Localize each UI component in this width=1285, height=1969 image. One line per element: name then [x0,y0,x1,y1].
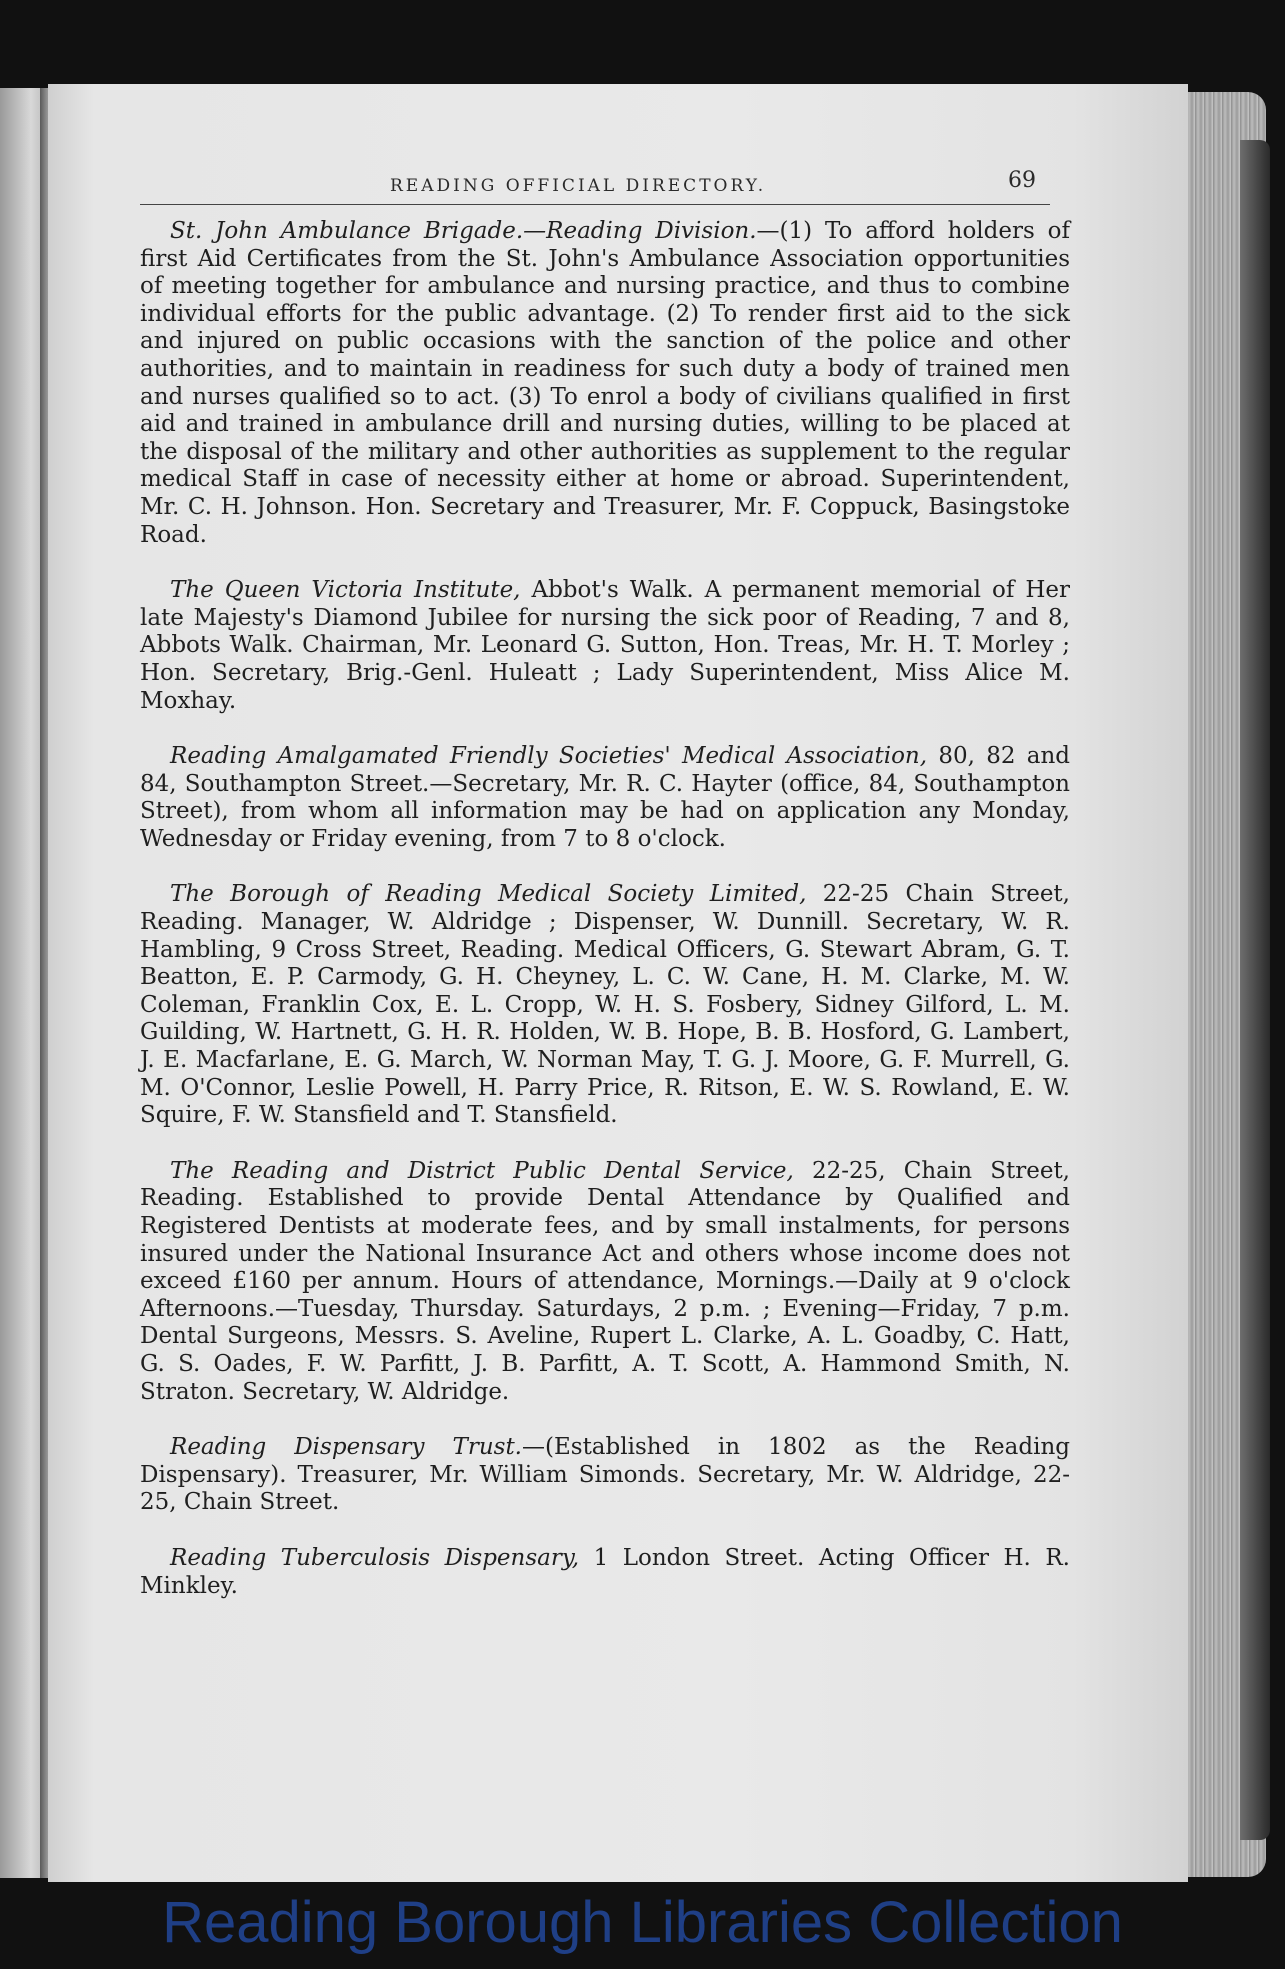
entry-name: Reading Dispensary Trust. [170,1434,522,1461]
left-page-edge [0,88,44,1878]
entry-text: 22-25, Chain Street, Reading. Established to provide Dental Attendance by Qualified and Registered Dentists at moderate fees, and by small instalments, for persons insured under the National Insurance Act and others whose income does not exceed £160 per annum. Hours of attendance, Mornings.—Daily at 9 o'clock Afternoons.—Tuesday, Thursday. Saturdays, 2 p.m. ; Evening—Friday, 7 p.m. Dental Surgeons, Messrs. S. Aveline, Rupert L. Clarke, A. L. Goadby, C. Hatt, G. S. Oades, F. W. Parfitt, J. B. Parfitt, A. T. Scott, A. Hammond Smith, N. Straton. Secretary, W. Aldridge. [140,1157,1070,1405]
entry-name: The Queen Victoria Institute, [170,577,521,604]
page-header [140,164,1050,205]
entry-text: 22-25 Chain Street, Reading. Manager, W. Aldridge ; Dispenser, W. Dunnill. Secretary, W. R. Hambling, 9 Cross Street, Reading. Medical Officers, G. Stewart Abram, G. T. Beatton, E. P. Carmody, G. H. Cheyney, L. C. W. Cane, H. M. Clarke, M. W. Coleman, Franklin Cox, E. L. Cropp, W. H. S. Fosbery, Sidney Gilford, L. M. Guilding, W. Hartnett, G. H. R. Holden, W. B. Hope, B. B. Hosford, G. Lambert, J. E. Macfarlane, E. G. March, W. Norman May, T. G. J. Moore, G. F. Murrell, G. M. O'Connor, Leslie Powell, H. Parry Price, R. Ritson, E. W. S. Rowland, E. W. Squire, F. W. Stansfield and T. Stansfield. [140,881,1070,1129]
directory-entry-queen-victoria-institute [140,577,1070,715]
page-number: 69 [1008,168,1036,193]
entry-text: —(1) To afford holders of first Aid Certificates from the St. John's Ambulance Association opportunities of meeting together for ambulance and nursing practice, and thus to combine individual efforts for the public advantage. (2) To render first aid to the sick and injured on public occasions with the sanction of the police and other authorities, and to maintain in readiness for such duty a body of trained men and nurses qualified so to act. (3) To enrol a body of civilians qualified in first aid and trained in ambulance drill and nursing duties, willing to be placed at the disposal of the military and other authorities as supplement to the regular medical Staff in case of necessity either at home or abroad. Superintendent, Mr. C. H. Johnson. Hon. Secretary and Treasurer, Mr. F. Coppuck, Basingstoke Road. [140,218,1070,548]
directory-entry-dispensary-trust [140,1434,1070,1517]
directory-entry-dental-service [140,1158,1070,1406]
entry-name: The Reading and District Public Dental Service, [170,1157,794,1184]
entry-name: St. John Ambulance Brigade.—Reading Division. [170,218,757,244]
entry-text: 80, 82 and 84, Southampton Street.—Secretary, Mr. R. C. Hayter (office, 84, Southampton Street), from whom all information may be had on application any Monday, Wednesday or Friday evening, from 7 to 8 o'clock. [140,743,1071,852]
entry-text: 1 London Street. Acting Officer H. R. Minkley. [140,1544,1070,1599]
entry-name: Reading Amalgamated Friendly Societies' Medical Association, [170,743,928,770]
running-head: READING OFFICIAL DIRECTORY. [390,176,767,196]
directory-entry-tuberculosis-dispensary [140,1545,1070,1600]
directory-entry-borough-medical-society [140,881,1070,1129]
entry-text: Abbot's Walk. A permanent memorial of Her late Majesty's Diamond Jubilee for nursing the sick poor of Reading, 7 and 8, Abbots Walk. Chairman, Mr. Leonard G. Sutton, Hon. Treas, Mr. H. T. Morley ; Hon. Secretary, Brig.-Genl. Huleatt ; Lady Superintendent, Miss Alice M. Moxhay. [140,577,1070,714]
directory-entry-st-john-ambulance [140,218,1070,549]
entry-name: Reading Tuberculosis Dispensary, [170,1544,580,1571]
entry-text: —(Established in 1802 as the Reading Dispensary). Treasurer, Mr. William Simonds. Secretary, Mr. W. Aldridge, 22-25, Chain Street. [140,1434,1070,1516]
directory-entry-friendly-societies-medical [140,743,1070,853]
entry-name: The Borough of Reading Medical Society Limited, [170,881,807,908]
page-content [140,218,1070,1628]
book-cover-edge [1240,140,1270,1840]
collection-watermark: Reading Borough Libraries Collection [162,1890,1123,1955]
